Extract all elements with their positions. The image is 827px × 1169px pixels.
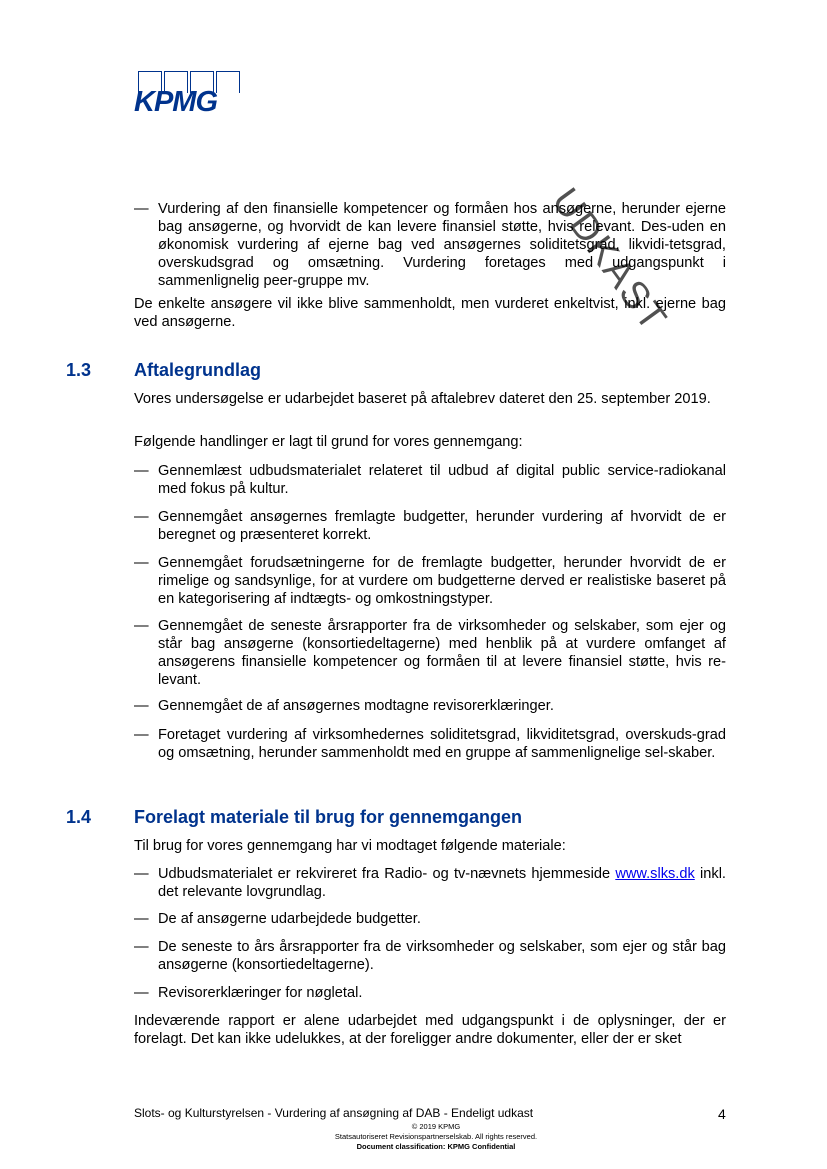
bullet-text: Gennemgået forudsætningerne for de fremlagte budgetter, herunder hvorvidt de er rimelige og sandsynlige, for at vurdere om budgetterne derved er realistiske baseret på en kategorisering af indtægts- og omkostningstyper. — [158, 555, 726, 607]
paragraph: Indeværende rapport er alene udarbejdet med udgangspunkt i de oplysninger, der er forelagt. Det kan ikke udelukkes, at der foreligger andre dokumenter, eller der er sket — [134, 1013, 726, 1047]
list-item: — Gennemgået de seneste årsrapporter fra de virksomheder og selskaber, som ejer og står bag ansøgerne (konsortiedeltagerne) med henblik på at vurdere omfanget af ansøgerens finansielle kompetencer og formåen til at levere finansiel støtte, hvis re-levant. — [134, 618, 726, 688]
list-item: — Revisorerklæringer for nøgletal. — [134, 984, 726, 1002]
list-item — [134, 200, 726, 290]
footer-legal: Statsautoriseret Revisionspartnerselskab. All rights reserved. — [334, 1132, 538, 1141]
kpmg-logo — [134, 71, 242, 117]
list-item: — Udbudsmaterialet er rekvireret fra Radio- og tv-nævnets hjemmeside www.slks.dk inkl. det relevante lovgrundlag. — [134, 866, 726, 900]
bullet-text: Gennemlæst udbudsmaterialet relateret til udbud af digital public service-radiokanal med fokus på kultur. — [158, 463, 726, 497]
bullet-text: Gennemgået de seneste årsrapporter fra de virksomheder og selskaber, som ejer og står bag ansøgerne (konsortiedeltagerne) med henblik på at vurdere omfanget af ansøgerens finansielle kompetencer og formåen til at levere finansiel støtte, hvis re-levant. — [158, 618, 726, 688]
slks-link[interactable]: www.slks.dk — [615, 866, 695, 882]
footer-classification: Document classification: KPMG Confidential — [356, 1142, 516, 1151]
logo-text: KPMG — [134, 86, 217, 118]
footer-title: Slots- og Kulturstyrelsen - Vurdering af ansøgning af DAB - Endeligt udkast — [134, 1106, 534, 1120]
paragraph: Vores undersøgelse er udarbejdet baseret på aftalebrev dateret den 25. september 2019. — [134, 391, 711, 407]
list-item: — Gennemlæst udbudsmaterialet relateret til udbud af digital public service-radiokanal med fokus på kultur. — [134, 463, 726, 497]
bullet-text: De af ansøgerne udarbejdede budgetter. — [158, 911, 421, 927]
section-number: 1.4 — [66, 807, 92, 827]
section-number: 1.3 — [66, 360, 92, 380]
list-item: — De seneste to års årsrapporter fra de virksomheder og selskaber, som ejer og står bag ansøgerne (konsortiedeltagerne). — [134, 939, 726, 973]
section-title: Forelagt materiale til brug for gennemgangen — [134, 807, 523, 827]
bullet-text: De seneste to års årsrapporter fra de virksomheder og selskaber, som ejer og står bag ansøgerne (konsortiedeltagerne). — [158, 939, 726, 973]
bullet-text: Vurdering af den finansielle kompetencer og formåen hos ansøgerne, herunder ejerne bag ansøgerne, og hvorvidt de kan levere finansiel støtte, hvis relevant. Des-uden en økonomisk vurdering af ejerne bag ved ansøgernes soliditetsgrad, likvidi-tetsgrad, overskudsgrad og omsætning. Vurdering foretages med udgangspunkt i sammenlignelig peer-gruppe mv. — [158, 201, 726, 289]
section-title: Aftalegrundlag — [134, 360, 262, 380]
paragraph: Følgende handlinger er lagt til grund for vores gennemgang: — [134, 434, 523, 450]
bullet-text: Gennemgået ansøgernes fremlagte budgetter, herunder vurdering af hvorvidt de er beregnet og præsenteret korrekt. — [158, 509, 726, 543]
footer-copyright: © 2019 KPMG — [411, 1122, 461, 1131]
bullet-text: Revisorerklæringer for nøgletal. — [158, 985, 363, 1001]
list-item: — De af ansøgerne udarbejdede budgetter. — [134, 910, 726, 928]
intro-paragraph: De enkelte ansøgere vil ikke blive sammenholdt, men vurderet enkeltvist, inkl. ejerne bag ved ansøgerne. — [134, 296, 726, 330]
page-number: 4 — [718, 1106, 726, 1122]
draft-watermark: UDKAST — [543, 180, 676, 340]
bullet-dash: — — [134, 201, 149, 217]
bullet-text: Gennemgået de af ansøgernes modtagne revisorerklæringer. — [158, 698, 554, 714]
list-item: — Gennemgået forudsætningerne for de fremlagte budgetter, herunder hvorvidt de er rimelige og sandsynlige, for at vurdere om budgetterne derved er realistiske baseret på en kategorisering af indtægts- og omkostningstyper. — [134, 555, 726, 607]
bullet-text: Udbudsmaterialet er rekvireret fra Radio- og tv-nævnets hjemmeside www.slks.dk inkl. det relevante lovgrundlag. — [158, 866, 726, 900]
list-item: — Gennemgået de af ansøgernes modtagne revisorerklæringer. — [134, 697, 726, 715]
paragraph: Til brug for vores gennemgang har vi modtaget følgende materiale: — [134, 838, 566, 854]
bullet-text: Foretaget vurdering af virksomhedernes soliditetsgrad, likviditetsgrad, overskuds-grad og omsætning, herunder sammenholdt med en gruppe af sammenlignelige sel-skaber. — [158, 727, 726, 761]
list-item: — Foretaget vurdering af virksomhedernes soliditetsgrad, likviditetsgrad, overskuds-grad og omsætning, herunder sammenholdt med en gruppe af sammenlignelige sel-skaber. — [134, 727, 726, 761]
list-item: — Gennemgået ansøgernes fremlagte budgetter, herunder vurdering af hvorvidt de er beregnet og præsenteret korrekt. — [134, 509, 726, 543]
